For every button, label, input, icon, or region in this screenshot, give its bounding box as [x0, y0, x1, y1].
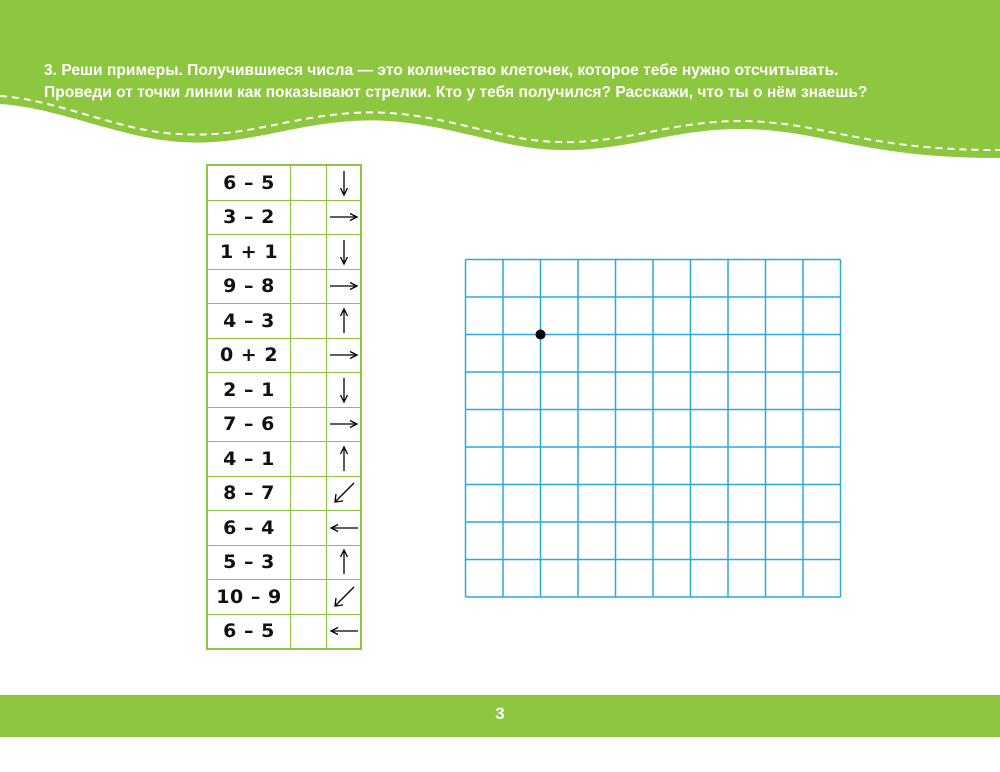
start-dot	[536, 330, 546, 340]
expression-cell: 5 – 3	[207, 545, 291, 580]
arrow-down-icon	[327, 373, 362, 408]
expression-cell: 3 – 2	[207, 200, 291, 235]
table-row	[207, 545, 361, 580]
table-row	[207, 338, 361, 373]
arrow-left-icon	[327, 614, 362, 649]
arrow-right-icon	[327, 338, 362, 373]
answer-cell[interactable]	[291, 580, 327, 615]
expression-cell: 4 – 1	[207, 442, 291, 477]
page-number: 3	[495, 704, 505, 723]
answer-cell[interactable]	[291, 338, 327, 373]
table-row	[207, 373, 361, 408]
expression-cell: 7 – 6	[207, 407, 291, 442]
arrow-down-left-icon	[327, 476, 362, 511]
arrow-up-icon	[327, 304, 362, 339]
answer-cell[interactable]	[291, 545, 327, 580]
arrow-down-icon	[327, 235, 362, 270]
answer-cell[interactable]	[291, 200, 327, 235]
answer-cell[interactable]	[291, 269, 327, 304]
table-row	[207, 476, 361, 511]
expression-cell: 10 – 9	[207, 580, 291, 615]
drawing-grid[interactable]	[464, 258, 842, 610]
arrow-right-icon	[327, 200, 362, 235]
answer-cell[interactable]	[291, 476, 327, 511]
arrow-right-icon	[327, 269, 362, 304]
arrow-up-icon	[327, 545, 362, 580]
answer-cell[interactable]	[291, 407, 327, 442]
arrow-down-icon	[327, 165, 362, 200]
answer-cell[interactable]	[291, 304, 327, 339]
instruction-line-2: Проведи от точки линии как показывают стрелки. Кто у тебя получился? Расскажи, что ты о нём знаешь?	[44, 84, 868, 101]
answer-cell[interactable]	[291, 165, 327, 200]
table-row	[207, 304, 361, 339]
answer-cell[interactable]	[291, 442, 327, 477]
task-instructions	[44, 60, 984, 104]
arrow-up-icon	[327, 442, 362, 477]
expression-cell: 6 – 4	[207, 511, 291, 546]
expression-cell: 0 + 2	[207, 338, 291, 373]
table-row	[207, 269, 361, 304]
table-row	[207, 407, 361, 442]
table-row	[207, 235, 361, 270]
expression-cell: 6 – 5	[207, 614, 291, 649]
table-row	[207, 614, 361, 649]
answer-cell[interactable]	[291, 614, 327, 649]
expression-cell: 8 – 7	[207, 476, 291, 511]
table-row	[207, 580, 361, 615]
answer-cell[interactable]	[291, 235, 327, 270]
table-row	[207, 200, 361, 235]
table-row	[207, 165, 361, 200]
table-row	[207, 511, 361, 546]
expression-cell: 1 + 1	[207, 235, 291, 270]
instruction-line-1: 3. Реши примеры. Получившиеся числа — это количество клеточек, которое тебе нужно отсчитывать.	[44, 62, 839, 79]
expression-cell: 9 – 8	[207, 269, 291, 304]
expression-cell: 4 – 3	[207, 304, 291, 339]
arrow-left-icon	[327, 511, 362, 546]
table-row	[207, 442, 361, 477]
expression-cell: 2 – 1	[207, 373, 291, 408]
expression-cell: 6 – 5	[207, 165, 291, 200]
arrow-down-left-icon	[327, 580, 362, 615]
answer-cell[interactable]	[291, 511, 327, 546]
arrow-right-icon	[327, 407, 362, 442]
answer-cell[interactable]	[291, 373, 327, 408]
exercise-table	[206, 164, 362, 650]
